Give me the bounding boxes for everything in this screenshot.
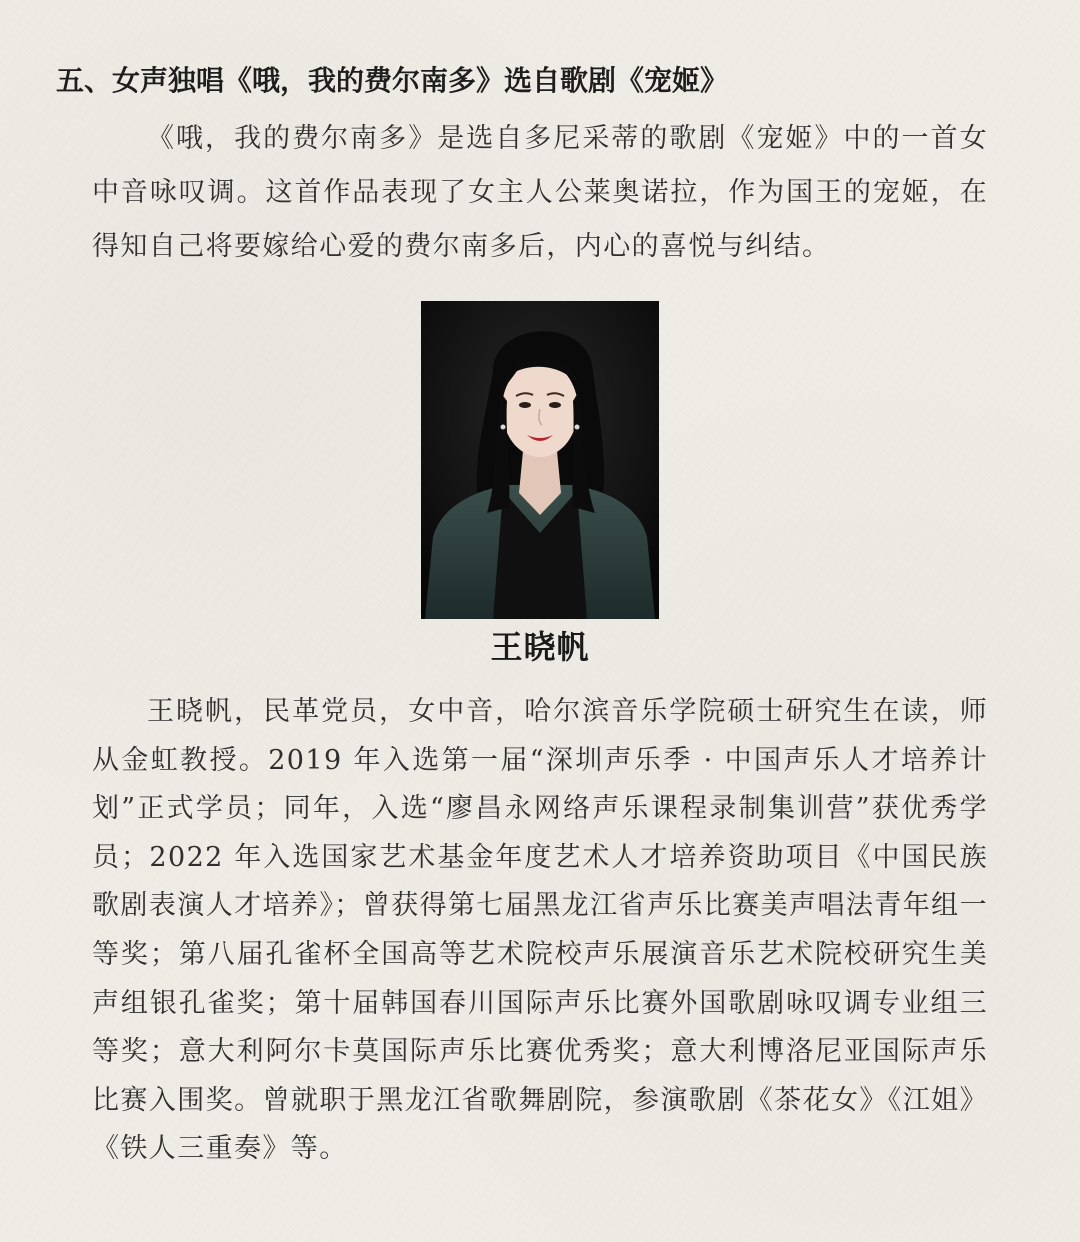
section-heading: 五、女声独唱《哦，我的费尔南多》选自歌剧《宠姬》 bbox=[56, 64, 729, 97]
performer-portrait bbox=[421, 301, 659, 619]
intro-paragraph: 《哦，我的费尔南多》是选自多尼采蒂的歌剧《宠姬》中的一首女中音咏叹调。这首作品表现了女主人公莱奥诺拉，作为国王的宠姬，在得知自己将要嫁给心爱的费尔南多后，内心的喜悦与纠结。 bbox=[92, 123, 988, 262]
portrait-illustration bbox=[421, 301, 659, 619]
performer-bio: 王晓帆，民革党员，女中音，哈尔滨音乐学院硕士研究生在读，师从金虹教授。2019 年入选第一届“深圳声乐季 · 中国声乐人才培养计划”正式学员；同年，入选“廖昌永网络声乐课程录制集训营”获优秀学员；2022 年入选国家艺术基金年度艺术人才培养资助项目《中国民族歌剧表演人才培养》；曾获得第七届黑龙江省声乐比赛美声唱法青年组一等奖；第八届孔雀杯全国高等艺术院校声乐展演音乐艺术院校研究生美声组银孔雀奖；第十届韩国春川国际声乐比赛外国歌剧咏叹调专业组三等奖；意大利阿尔卡莫国际声乐比赛优秀奖；意大利博洛尼亚国际声乐比赛入围奖。曾就职于黑龙江省歌舞剧院，参演歌剧《茶花女》《江姐》《铁人三重奏》等。 bbox=[92, 696, 988, 1165]
performer-name: 王晓帆 bbox=[490, 628, 590, 666]
